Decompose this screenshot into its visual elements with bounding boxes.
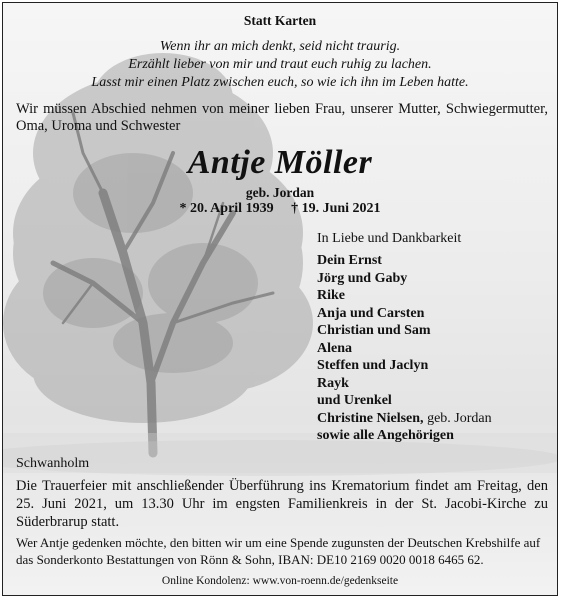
- mourner: [317, 410, 492, 428]
- maiden-name: geb. Jordan: [245, 185, 315, 200]
- mourner: Christian und Sam: [317, 323, 431, 338]
- poem: [3, 38, 557, 92]
- mourner: Dein Ernst: [317, 253, 382, 268]
- poem-line: Erzählt lieber von mir und traut euch ruhig zu lachen.: [128, 57, 432, 72]
- online-condolence: Online Kondolenz: www.von-roenn.de/gedenkseite: [161, 575, 399, 587]
- mourner: und Urenkel: [317, 393, 392, 408]
- mourner: Rike: [317, 288, 345, 303]
- mourner: Steffen und Jaclyn: [317, 358, 429, 373]
- header-title: Statt Karten: [243, 13, 317, 28]
- mourners-intro: In Liebe und Dankbarkeit: [317, 231, 462, 246]
- mourner: Jörg und Gaby: [317, 270, 408, 286]
- place-name: Schwanholm: [16, 456, 90, 471]
- mourner-name: Christine Nielsen,: [317, 410, 424, 426]
- death-date: † 19. Juni 2021: [291, 201, 381, 216]
- intro-text: Wir müssen Abschied nehmen von meiner lieben Frau, unserer Mutter, Schwiegermutter, Oma, Uroma und Schwester: [16, 101, 548, 134]
- deceased-name: Antje Möller: [187, 144, 373, 181]
- text-layer: [3, 3, 557, 595]
- poem-line: Wenn ihr an mich denkt, seid nicht traurig.: [159, 39, 401, 54]
- poem-line: Lasst mir einen Platz zwischen euch, so wie ich ihn im Leben hatte.: [91, 75, 469, 90]
- mourner-maiden-note: geb. Jordan: [427, 410, 492, 426]
- funeral-text: Die Trauerfeier mit anschließender Überführung ins Krematorium findet am Freitag, den 25. Juni 2021, um 13.30 Uhr im engsten Familienkreis in der St. Jacobi-Kirche zu Süderbrarup statt.: [16, 478, 548, 530]
- birth-date: * 20. April 1939: [179, 201, 274, 216]
- obituary-notice: [2, 2, 558, 596]
- mourner: Anja und Carsten: [317, 305, 425, 321]
- mourner: Alena: [317, 340, 352, 356]
- donation-text: Wer Antje gedenken möchte, den bitten wir um eine Spende zugunsten der Deutschen Krebshilfe auf das Sonderkonto Bestattungen von Rönn & Sohn, IBAN: DE10 2169 0020 0018 6465 62.: [16, 535, 541, 567]
- mourners-list: [317, 252, 492, 445]
- life-dates: [3, 201, 557, 217]
- mourner: sowie alle Angehörigen: [317, 428, 454, 443]
- mourner: Rayk: [317, 375, 349, 391]
